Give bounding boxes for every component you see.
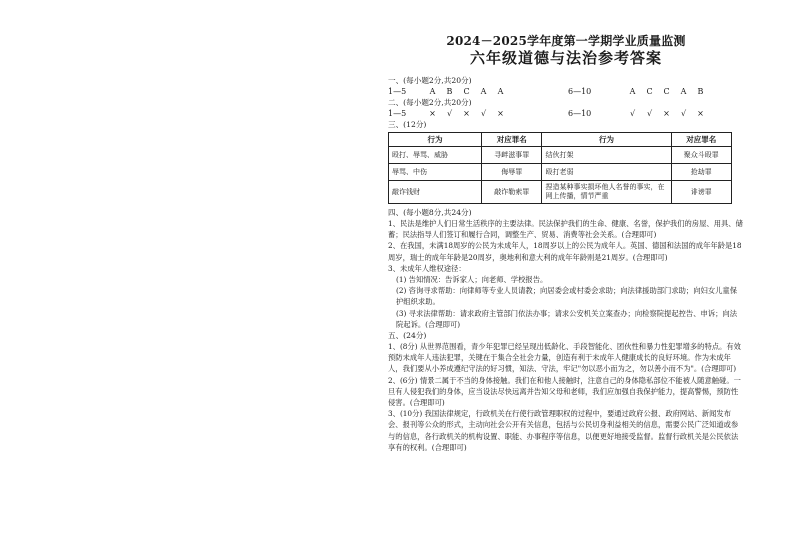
table-row [389, 164, 732, 181]
table-cell: 敲诈勒索罪 [482, 181, 542, 204]
section-5-answer-2: 2、(6分) 情景二属于不当的身体接触。我们在和他人接触时，注意自己的身体隐私部位不能被人随意触碰。一旦有人侵犯我们的身体，应当设法尽快远离并告知父母和老师，我们应加强自我保护能力，提高警惕，预防性侵害。(合理即可) [388, 375, 741, 408]
answer-range: 6—10 [568, 109, 592, 118]
behavior-crime-table [388, 132, 732, 204]
column-header: 对应罪名 [671, 133, 732, 147]
section-4-answer-1: 1、民法是维护人们日常生活秩序的主要法律。民法保护我们的生命、健康、名誉，保护我们的房屋、用具、储蓄；民法指导人们签订和履行合同，调整生产、贸易、消费等社会关系。(合理即可) [388, 219, 743, 240]
answer-item: √ [646, 109, 653, 118]
answer-item: √ [629, 109, 636, 118]
column-header: 行为 [542, 133, 671, 147]
answer-range: 6—10 [568, 87, 592, 96]
table-cell: 聚众斗殴罪 [671, 147, 732, 164]
table-row [389, 181, 732, 204]
table-cell: 侮辱罪 [482, 164, 542, 181]
table-cell: 敲诈钱财 [389, 181, 482, 204]
column-header: 对应罪名 [482, 133, 542, 147]
section-4-answer-3-intro: 3、未成年人维权途径： [388, 263, 466, 273]
answer-item: √ [480, 109, 487, 118]
answer-item: C [463, 87, 470, 96]
section-4-answer-2: 2、在我国，未满18周岁的公民为未成年人，18周岁以上的公民为成年人。英国、德国和法国的成年年龄是18周岁，瑞士的成年年龄是20周岁，奥地利和意大利的成年年龄则是21周岁。(合理即可) [388, 241, 742, 262]
table-cell: 抢劫罪 [671, 164, 732, 181]
answer-item: × [463, 109, 470, 118]
section-5-heading: 五、(24分) [388, 331, 427, 341]
answer-item: B [446, 87, 453, 96]
answer-item: A [480, 87, 487, 96]
section-3-heading: 三、(12分) [388, 120, 427, 129]
section-4-answer-3-item: (2) 咨询寻求帮助：向律师等专业人员请教；向居委会或村委会求助；向法律援助部门求助；向妇女儿童保护组织求助。 [396, 286, 738, 307]
answer-key-title: 六年级道德与法治参考答案 [469, 49, 662, 67]
answer-item: × [429, 109, 436, 118]
table-row [389, 147, 732, 164]
answer-item: C [663, 87, 670, 96]
answer-sheet [388, 34, 744, 453]
section-2-answers [388, 108, 744, 119]
answer-range: 1—5 [388, 87, 407, 96]
answer-item: √ [446, 109, 453, 118]
section-1-right-group [566, 86, 744, 97]
answer-item: A [497, 87, 504, 96]
section-4-answer-3-item: (1) 告知情况：告诉家人；向老师、学校报告。 [396, 275, 548, 285]
table-cell: 殴打老弱 [542, 164, 671, 181]
section-1-answers [388, 86, 744, 97]
answer-range: 1—5 [388, 109, 407, 118]
table-header-row [389, 133, 732, 147]
answer-item: × [697, 109, 704, 118]
table-cell: 殴打、辱骂、威胁 [389, 147, 482, 164]
answer-item: √ [680, 109, 687, 118]
table-cell: 捏造某种事实损坏他人名誉的事实，在网上传播，情节严重 [542, 181, 671, 204]
exam-title: 2024－2025学年度第一学期学业质量监测 [446, 34, 686, 48]
answer-item: × [663, 109, 670, 118]
section-4-answer-3-item: (3) 寻求法律帮助：请求政府主管部门依法办事；请求公安机关立案查办；向检察院提起控告、申诉；向法院起诉。(合理即可) [396, 308, 738, 329]
section-2-right-group [566, 108, 744, 119]
answer-item: B [697, 87, 704, 96]
table-cell: 诽谤罪 [671, 181, 732, 204]
section-4-heading: 四、(每小题8分,共24分) [388, 208, 472, 217]
table-cell: 寻衅滋事罪 [482, 147, 542, 164]
table-cell: 辱骂、中伤 [389, 164, 482, 181]
table-cell: 结伙打架 [542, 147, 671, 164]
answer-item: A [629, 87, 636, 96]
answer-item: A [680, 87, 687, 96]
section-5-answer-3: 3、(10分) 我国法律规定，行政机关在行使行政管理职权的过程中，要通过政府公报、政府网站、新闻发布会、报刊等公众的形式，主动向社会公开有关信息，包括与公民切身利益相关的信息，需要公民广泛知道或参与的信息，各行政机关的机构设置、职能、办事程序等信息，以便更好地接受监督。监督行政机关是公民依法享有的权利。(合理即可) [388, 409, 739, 452]
answer-item: × [497, 109, 504, 118]
section-2-heading: 二、(每小题2分,共20分) [388, 98, 472, 107]
section-1-heading: 一、(每小题2分,共20分) [388, 76, 472, 85]
section-2-left-group [388, 108, 566, 119]
column-header: 行为 [389, 133, 482, 147]
section-5-answer-1: 1、(8分) 从世界范围看，青少年犯罪已经呈现出低龄化、手段智能化、团伙性和暴力性犯罪增多的特点。有效预防未成年人违法犯罪，关键在于集合全社会力量，创造有利于未成年人健康成长的良好环境。作为未成年人，我们要从小养成遵纪守法的好习惯，知法、守法，牢记"勿以恶小而为之，勿以善小而不为"。(合理即可) [388, 342, 741, 374]
answer-item: C [646, 87, 653, 96]
answer-item: A [429, 87, 436, 96]
section-1-left-group [388, 86, 566, 97]
